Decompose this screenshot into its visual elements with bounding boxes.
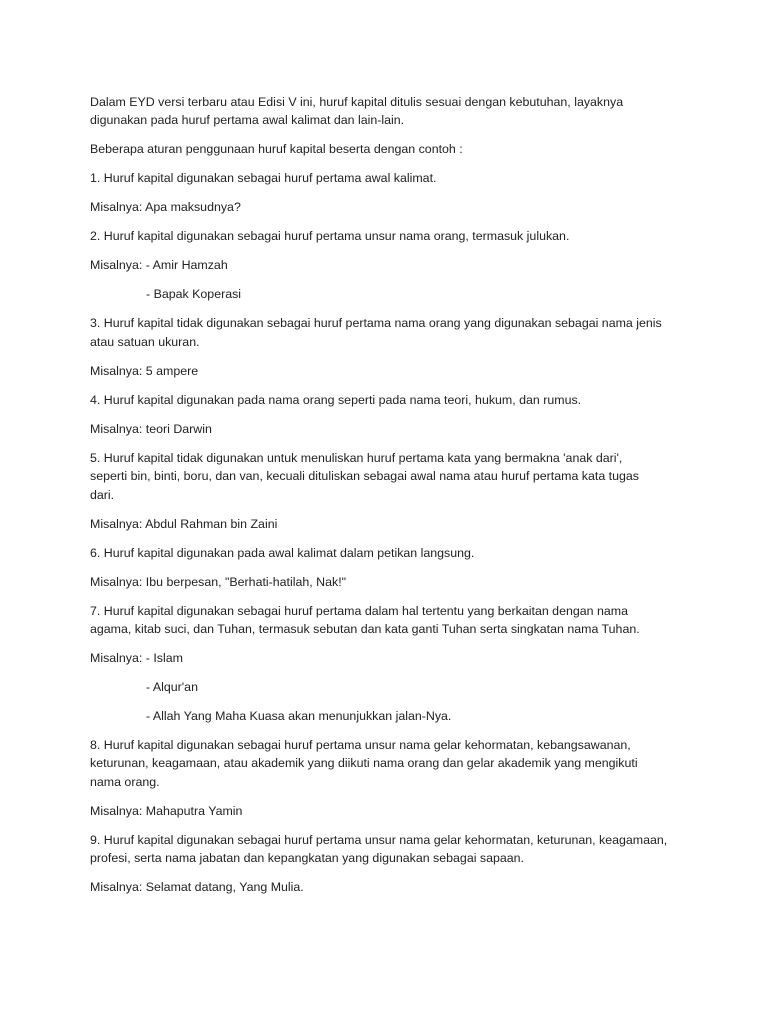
text-line: Beberapa aturan penggunaan huruf kapital beserta dengan contoh : xyxy=(90,142,463,157)
example-7 xyxy=(90,649,690,667)
rule-5 xyxy=(90,449,690,504)
text-line: Misalnya: Abdul Rahman bin Zaini xyxy=(90,516,278,531)
example-2 xyxy=(90,256,690,274)
text-line: Misalnya: Selamat datang, Yang Mulia. xyxy=(90,880,304,895)
text-line: digunakan pada huruf pertama awal kalimat dan lain-lain. xyxy=(90,113,405,128)
text-line: Misalnya: 5 ampere xyxy=(90,363,199,378)
text-line: - Allah Yang Maha Kuasa akan menunjukkan jalan-Nya. xyxy=(146,709,452,724)
text-line: Misalnya: - Islam xyxy=(90,651,183,666)
rule-9 xyxy=(90,831,690,868)
text-line: 1. Huruf kapital digunakan sebagai huruf pertama awal kalimat. xyxy=(90,171,437,186)
rules-intro xyxy=(90,140,690,158)
text-line: dari. xyxy=(90,487,115,502)
rule-8 xyxy=(90,736,690,791)
text-line: Misalnya: Ibu berpesan, "Berhati-hatilah, Nak!" xyxy=(90,574,347,589)
rule-2 xyxy=(90,227,690,245)
text-line: Misalnya: - Amir Hamzah xyxy=(90,258,228,273)
text-line: 5. Huruf kapital tidak digunakan untuk menuliskan huruf pertama kata yang bermakna 'anak dari', xyxy=(90,450,623,465)
example-7-item xyxy=(90,678,690,696)
text-line: - Bapak Koperasi xyxy=(146,287,242,302)
rule-3 xyxy=(90,314,690,351)
rule-7 xyxy=(90,602,690,639)
example-7-item xyxy=(90,707,690,725)
document-body xyxy=(90,93,690,907)
text-line: Dalam EYD versi terbaru atau Edisi V ini, huruf kapital ditulis sesuai dengan kebutuhan, layaknya xyxy=(90,95,624,109)
text-line: agama, kitab suci, dan Tuhan, termasuk sebutan dan kata ganti Tuhan serta singkatan nama Tuhan. xyxy=(90,622,640,637)
example-9 xyxy=(90,878,690,896)
text-line: Misalnya: Apa maksudnya? xyxy=(90,200,241,215)
example-6 xyxy=(90,573,690,591)
text-line: keturunan, keagamaan, atau akademik yang diikuti nama orang dan gelar akademik yang mengikuti xyxy=(90,756,638,771)
text-line: profesi, serta nama jabatan dan kepangkatan yang digunakan sebagai sapaan. xyxy=(90,851,524,866)
example-8 xyxy=(90,802,690,820)
example-5 xyxy=(90,515,690,533)
text-line: 3. Huruf kapital tidak digunakan sebagai huruf pertama nama orang yang digunakan sebagai nama jenis xyxy=(90,316,662,331)
rule-1 xyxy=(90,169,690,187)
text-line: Misalnya: teori Darwin xyxy=(90,421,212,436)
text-line: 4. Huruf kapital digunakan pada nama orang seperti pada nama teori, hukum, dan rumus. xyxy=(90,392,582,407)
text-line: seperti bin, binti, boru, dan van, kecuali dituliskan sebagai awal nama atau huruf pertama kata tugas xyxy=(90,469,639,484)
text-line: 9. Huruf kapital digunakan sebagai huruf pertama unsur nama gelar kehormatan, keturunan, keagamaan, xyxy=(90,832,668,847)
text-line: 7. Huruf kapital digunakan sebagai huruf pertama dalam hal tertentu yang berkaitan dengan nama xyxy=(90,603,628,618)
intro-paragraph xyxy=(90,93,690,130)
text-line: 8. Huruf kapital digunakan sebagai huruf pertama unsur nama gelar kehormatan, kebangsawanan, xyxy=(90,738,631,753)
text-line: nama orang. xyxy=(90,774,160,789)
rule-6 xyxy=(90,544,690,562)
text-line: - Alqur'an xyxy=(146,680,198,695)
text-line: 6. Huruf kapital digunakan pada awal kalimat dalam petikan langsung. xyxy=(90,545,475,560)
example-4 xyxy=(90,420,690,438)
rule-4 xyxy=(90,391,690,409)
text-line: Misalnya: Mahaputra Yamin xyxy=(90,803,243,818)
example-1 xyxy=(90,198,690,216)
text-line: 2. Huruf kapital digunakan sebagai huruf pertama unsur nama orang, termasuk julukan. xyxy=(90,229,570,244)
text-line: atau satuan ukuran. xyxy=(90,334,200,349)
example-2-item xyxy=(90,285,690,303)
example-3 xyxy=(90,362,690,380)
